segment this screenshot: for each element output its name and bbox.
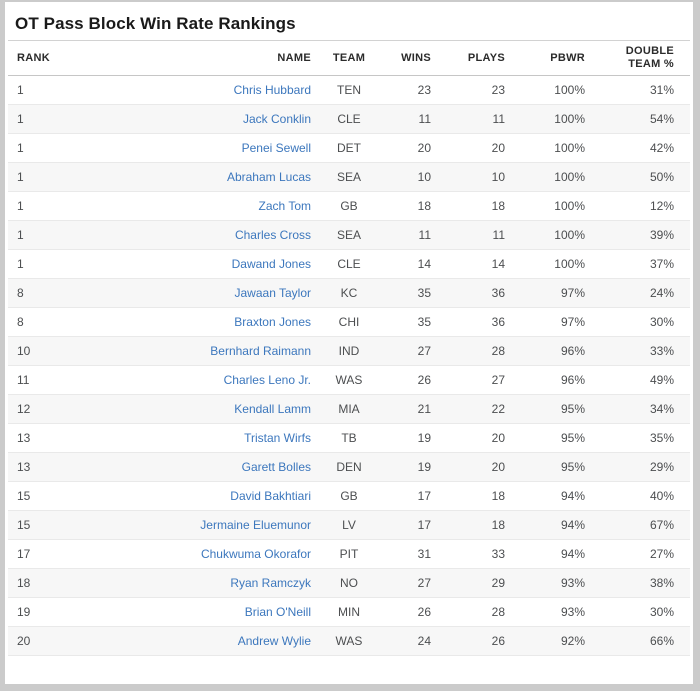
table-row <box>8 308 690 337</box>
name-cell <box>103 308 313 337</box>
name-cell <box>103 482 313 511</box>
wins-cell: 35 <box>385 279 437 308</box>
table-body <box>8 76 690 656</box>
plays-cell: 18 <box>437 482 511 511</box>
table-row <box>8 163 690 192</box>
rank-cell: 13 <box>8 453 103 482</box>
column-header-team: TEAM <box>313 41 385 76</box>
pbwr-cell: 100% <box>511 221 591 250</box>
wins-cell: 24 <box>385 627 437 656</box>
wins-cell: 20 <box>385 134 437 163</box>
player-name-link[interactable]: Garett Bolles <box>241 460 311 474</box>
team-cell: NO <box>313 569 385 598</box>
double-team-cell: 40% <box>591 482 690 511</box>
rank-cell: 1 <box>8 192 103 221</box>
rank-cell: 11 <box>8 366 103 395</box>
player-name-link[interactable]: Jermaine Eluemunor <box>200 518 311 532</box>
plays-cell: 33 <box>437 540 511 569</box>
team-cell: KC <box>313 279 385 308</box>
name-cell <box>103 221 313 250</box>
pbwr-cell: 100% <box>511 163 591 192</box>
double-team-cell: 42% <box>591 134 690 163</box>
plays-cell: 23 <box>491 83 505 97</box>
wins-cell: 21 <box>385 395 437 424</box>
wins-cell: 27 <box>385 569 437 598</box>
rank-cell: 10 <box>8 337 103 366</box>
double-team-cell: 30% <box>591 308 690 337</box>
name-cell <box>103 424 313 453</box>
name-cell <box>103 134 313 163</box>
pbwr-cell: 95% <box>511 424 591 453</box>
wins-cell: 27 <box>385 337 437 366</box>
wins-cell: 19 <box>385 453 437 482</box>
pbwr-cell: 96% <box>511 366 591 395</box>
name-cell <box>103 453 313 482</box>
plays-cell: 11 <box>437 221 511 250</box>
name-cell <box>103 540 313 569</box>
team-cell: DET <box>313 134 385 163</box>
double-team-cell: 39% <box>591 221 690 250</box>
double-team-cell: 27% <box>591 540 690 569</box>
name-cell <box>103 337 313 366</box>
table-row <box>8 569 690 598</box>
team-cell: SEA <box>313 221 385 250</box>
column-header-double-team: DOUBLE TEAM % <box>591 41 690 76</box>
player-name-link[interactable]: Chukwuma Okorafor <box>200 547 311 561</box>
table-row <box>8 105 690 134</box>
wins-cell: 11 <box>385 105 437 134</box>
wins-cell: 23 <box>417 83 431 97</box>
double-team-cell: 67% <box>591 511 690 540</box>
team-cell: PIT <box>313 540 385 569</box>
player-name-link[interactable]: Dawand Jones <box>231 257 311 271</box>
pbwr-cell: 96% <box>511 337 591 366</box>
rank-cell: 1 <box>8 163 103 192</box>
double-team-cell: 50% <box>591 163 690 192</box>
name-cell <box>103 250 313 279</box>
double-team-cell: 38% <box>591 569 690 598</box>
table-row <box>8 366 690 395</box>
player-name-link[interactable]: Brian O'Neill <box>244 605 311 619</box>
name-cell <box>103 76 313 105</box>
player-name-link[interactable]: Charles Leno Jr. <box>223 373 311 387</box>
rank-cell: 1 <box>8 250 103 279</box>
table-row <box>8 134 690 163</box>
plays-cell: 28 <box>437 337 511 366</box>
name-cell <box>103 511 313 540</box>
double-team-cell: 34% <box>591 395 690 424</box>
player-name-link[interactable]: Charles Cross <box>234 228 311 242</box>
name-cell <box>103 627 313 656</box>
player-name-link[interactable]: Braxton Jones <box>234 315 311 329</box>
player-name-link[interactable]: Abraham Lucas <box>226 170 311 184</box>
rank-cell: 15 <box>8 511 103 540</box>
double-team-cell: 24% <box>591 279 690 308</box>
player-name-link[interactable]: Zach Tom <box>258 199 311 213</box>
player-name-link[interactable]: David Bakhtiari <box>230 489 311 503</box>
team-cell: MIN <box>313 598 385 627</box>
team-cell: TEN <box>337 83 361 97</box>
team-cell: TB <box>313 424 385 453</box>
rankings-panel <box>5 2 693 684</box>
player-name-link[interactable]: Jack Conklin <box>242 112 311 126</box>
double-team-cell: 31% <box>649 83 674 97</box>
table-row <box>8 424 690 453</box>
plays-cell: 20 <box>437 424 511 453</box>
wins-cell: 17 <box>385 511 437 540</box>
name-cell <box>103 395 313 424</box>
team-cell: GB <box>313 482 385 511</box>
team-cell: CLE <box>313 105 385 134</box>
double-team-cell: 66% <box>591 627 690 656</box>
double-team-cell: 12% <box>591 192 690 221</box>
plays-cell: 27 <box>437 366 511 395</box>
table-row <box>8 279 690 308</box>
double-team-cell: 35% <box>591 424 690 453</box>
player-name-link[interactable]: Jawaan Taylor <box>234 286 311 300</box>
pbwr-cell: 100% <box>554 83 585 97</box>
name-cell <box>103 598 313 627</box>
column-header-pbwr: PBWR <box>511 41 591 76</box>
rank-cell: 17 <box>8 540 103 569</box>
double-team-cell: 37% <box>591 250 690 279</box>
player-name-link[interactable]: Penei Sewell <box>241 141 311 155</box>
rankings-table <box>8 40 690 656</box>
double-team-cell: 29% <box>591 453 690 482</box>
wins-cell: 14 <box>385 250 437 279</box>
plays-cell: 18 <box>437 192 511 221</box>
pbwr-cell: 100% <box>511 192 591 221</box>
plays-cell: 18 <box>437 511 511 540</box>
pbwr-cell: 92% <box>511 627 591 656</box>
wins-cell: 18 <box>385 192 437 221</box>
plays-cell: 11 <box>437 105 511 134</box>
player-name-link[interactable]: Andrew Wylie <box>237 634 311 648</box>
rank-cell: 8 <box>8 279 103 308</box>
rank-cell: 1 <box>8 134 103 163</box>
column-header-plays: PLAYS <box>437 41 511 76</box>
rank-cell: 1 <box>8 105 103 134</box>
team-cell: CLE <box>313 250 385 279</box>
rank-cell: 20 <box>8 627 103 656</box>
page-title: OT Pass Block Win Rate Rankings <box>15 14 296 33</box>
plays-cell: 10 <box>437 163 511 192</box>
column-header-name: NAME <box>103 41 313 76</box>
table-row <box>8 337 690 366</box>
rank-cell: 19 <box>8 598 103 627</box>
pbwr-cell: 94% <box>511 482 591 511</box>
pbwr-cell: 93% <box>511 569 591 598</box>
team-cell: IND <box>313 337 385 366</box>
double-team-cell: 30% <box>591 598 690 627</box>
pbwr-cell: 100% <box>511 250 591 279</box>
player-name-link[interactable]: Kendall Lamm <box>234 402 311 416</box>
plays-cell: 14 <box>437 250 511 279</box>
name-cell <box>103 366 313 395</box>
plays-cell: 26 <box>437 627 511 656</box>
table-row <box>8 598 690 627</box>
team-cell: WAS <box>313 627 385 656</box>
plays-cell: 20 <box>437 453 511 482</box>
rank-cell: 15 <box>8 482 103 511</box>
double-team-cell: 54% <box>591 105 690 134</box>
table-row <box>8 221 690 250</box>
rank-cell: 8 <box>8 308 103 337</box>
name-cell <box>103 569 313 598</box>
wins-cell: 17 <box>385 482 437 511</box>
pbwr-cell: 100% <box>511 105 591 134</box>
wins-cell: 26 <box>385 366 437 395</box>
rank-cell: 12 <box>8 395 103 424</box>
pbwr-cell: 100% <box>511 134 591 163</box>
plays-cell: 29 <box>437 569 511 598</box>
table-header <box>8 41 690 76</box>
pbwr-cell: 95% <box>511 395 591 424</box>
team-cell: LV <box>313 511 385 540</box>
table-row <box>8 540 690 569</box>
plays-cell: 36 <box>437 279 511 308</box>
header-row <box>8 41 690 76</box>
player-name-link[interactable]: Chris Hubbard <box>233 83 311 97</box>
plays-cell: 22 <box>437 395 511 424</box>
table-row <box>8 76 690 105</box>
table-row <box>8 395 690 424</box>
wins-cell: 11 <box>385 221 437 250</box>
plays-cell: 20 <box>437 134 511 163</box>
team-cell: GB <box>313 192 385 221</box>
team-cell: MIA <box>313 395 385 424</box>
team-cell: SEA <box>313 163 385 192</box>
pbwr-cell: 97% <box>511 308 591 337</box>
wins-cell: 35 <box>385 308 437 337</box>
wins-cell: 31 <box>385 540 437 569</box>
wins-cell: 10 <box>385 163 437 192</box>
wins-cell: 19 <box>385 424 437 453</box>
column-header-wins: WINS <box>385 41 437 76</box>
rank-cell: 18 <box>8 569 103 598</box>
plays-cell: 28 <box>437 598 511 627</box>
rank-cell: 13 <box>8 424 103 453</box>
table-row <box>8 453 690 482</box>
team-cell: WAS <box>313 366 385 395</box>
name-cell <box>103 163 313 192</box>
table-row <box>8 627 690 656</box>
rank-cell: 1 <box>17 83 24 97</box>
table-row <box>8 250 690 279</box>
pbwr-cell: 94% <box>511 540 591 569</box>
team-cell: DEN <box>313 453 385 482</box>
column-header-rank: RANK <box>8 41 103 76</box>
name-cell <box>103 105 313 134</box>
pbwr-cell: 93% <box>511 598 591 627</box>
name-cell <box>103 279 313 308</box>
table-row <box>8 192 690 221</box>
team-cell: CHI <box>313 308 385 337</box>
wins-cell: 26 <box>385 598 437 627</box>
pbwr-cell: 95% <box>511 453 591 482</box>
table-row <box>8 482 690 511</box>
double-team-cell: 33% <box>591 337 690 366</box>
player-name-link[interactable]: Ryan Ramczyk <box>230 576 311 590</box>
pbwr-cell: 94% <box>511 511 591 540</box>
plays-cell: 36 <box>437 308 511 337</box>
table-row <box>8 511 690 540</box>
name-cell <box>103 192 313 221</box>
player-name-link[interactable]: Bernhard Raimann <box>210 344 311 358</box>
rank-cell: 1 <box>8 221 103 250</box>
player-name-link[interactable]: Tristan Wirfs <box>244 431 311 445</box>
double-team-cell: 49% <box>591 366 690 395</box>
pbwr-cell: 97% <box>511 279 591 308</box>
